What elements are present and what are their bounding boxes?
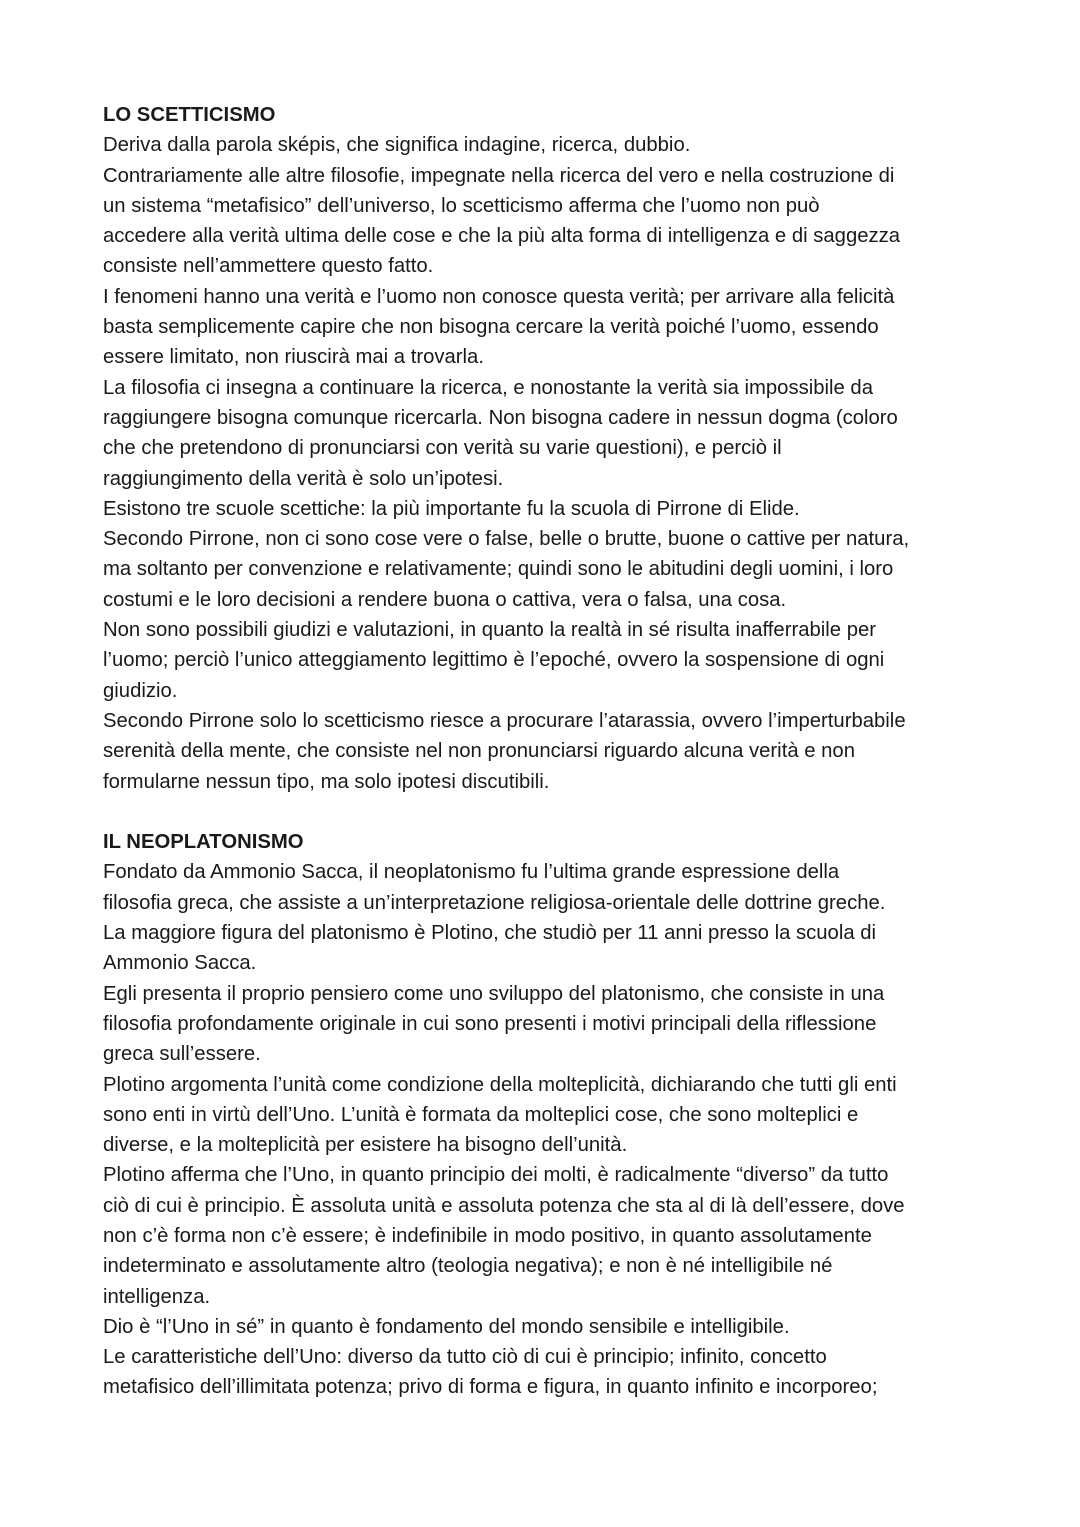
paragraph-line: I fenomeni hanno una verità e l’uomo non conosce questa verità; per arrivare alla felicità — [103, 285, 895, 308]
paragraph-line: non c’è forma non c’è essere; è indefinibile in modo positivo, in quanto assolutamente — [103, 1224, 872, 1247]
paragraph-line: Le caratteristiche dell’Uno: diverso da tutto ciò di cui è principio; infinito, concetto — [103, 1346, 827, 1369]
paragraph-line: che che pretendono di pronunciarsi con verità su varie questioni), e perciò il — [103, 437, 782, 460]
paragraph-line: l’uomo; perciò l’unico atteggiamento legittimo è l’epoché, ovvero la sospensione di ogni — [103, 649, 885, 672]
paragraph-line: metafisico dell’illimitata potenza; privo di forma e figura, in quanto infinito e incorporeo; — [103, 1376, 878, 1399]
document-page — [103, 100, 1003, 1403]
paragraph-line: serenità della mente, che consiste nel non pronunciarsi riguardo alcuna verità e non — [103, 740, 855, 763]
paragraph-line: consiste nell’ammettere questo fatto. — [103, 255, 434, 278]
paragraph-line: essere limitato, non riuscirà mai a trovarla. — [103, 346, 484, 369]
paragraph-line: Deriva dalla parola sképis, che significa indagine, ricerca, dubbio. — [103, 134, 691, 157]
section-scetticismo — [103, 100, 1003, 797]
paragraph-line: diverse, e la molteplicità per esistere ha bisogno dell’unità. — [103, 1134, 628, 1157]
paragraph-line: filosofia profondamente originale in cui sono presenti i motivi principali della riflessione — [103, 1012, 877, 1035]
paragraph-line: giudizio. — [103, 679, 178, 702]
paragraph-line: Ammonio Sacca. — [103, 952, 257, 975]
paragraph-line: Plotino afferma che l’Uno, in quanto principio dei molti, è radicalmente “diverso” da tutto — [103, 1164, 889, 1187]
paragraph-line: intelligenza. — [103, 1285, 211, 1308]
paragraph-line: ma soltanto per convenzione e relativamente; quindi sono le abitudini degli uomini, i loro — [103, 558, 894, 581]
paragraph-line: Dio è “l’Uno in sé” in quanto è fondamento del mondo sensibile e intelligibile. — [103, 1315, 790, 1338]
paragraph-line: un sistema “metafisico” dell’universo, lo scetticismo afferma che l’uomo non può — [103, 194, 820, 217]
paragraph-line: Contrariamente alle altre filosofie, impegnate nella ricerca del vero e nella costruzione di — [103, 164, 895, 187]
paragraph-line: greca sull’essere. — [103, 1043, 261, 1066]
paragraph-line: Non sono possibili giudizi e valutazioni, in quanto la realtà in sé risulta inafferrabile per — [103, 619, 877, 642]
paragraph-line: basta semplicemente capire che non bisogna cercare la verità poiché l’uomo, essendo — [103, 316, 879, 339]
section-neoplatonismo — [103, 827, 1003, 1403]
paragraph-line: costumi e le loro decisioni a rendere buona o cattiva, vera o falsa, una cosa. — [103, 588, 787, 611]
paragraph-line: raggiungimento della verità è solo un’ipotesi. — [103, 467, 504, 490]
paragraph-line: Egli presenta il proprio pensiero come uno sviluppo del platonismo, che consiste in una — [103, 982, 885, 1005]
paragraph-line: raggiungere bisogna comunque ricercarla. Non bisogna cadere in nessun dogma (coloro — [103, 406, 898, 429]
paragraph-line: Plotino argomenta l’unità come condizione della molteplicità, dichiarando che tutti gli enti — [103, 1073, 897, 1096]
paragraph-line: accedere alla verità ultima delle cose e che la più alta forma di intelligenza e di saggezza — [103, 225, 901, 248]
paragraph-line: filosofia greca, che assiste a un’interpretazione religiosa-orientale delle dottrine greche. — [103, 891, 886, 914]
paragraph-line: ciò di cui è principio. È assoluta unità e assoluta potenza che sta al di là dell’essere, dove — [103, 1194, 905, 1217]
paragraph-line: formularne nessun tipo, ma solo ipotesi discutibili. — [103, 770, 550, 793]
paragraph-line: Secondo Pirrone, non ci sono cose vere o false, belle o brutte, buone o cattive per natura, — [103, 528, 910, 551]
paragraph-line: indeterminato e assolutamente altro (teologia negativa); e non è né intelligibile né — [103, 1255, 833, 1278]
section-heading: IL NEOPLATONISMO — [103, 831, 304, 854]
paragraph-line: sono enti in virtù dell’Uno. L’unità è formata da molteplici cose, che sono molteplici e — [103, 1103, 859, 1126]
paragraph-line: Esistono tre scuole scettiche: la più importante fu la scuola di Pirrone di Elide. — [103, 497, 800, 520]
paragraph-line: Fondato da Ammonio Sacca, il neoplatonismo fu l’ultima grande espressione della — [103, 861, 840, 884]
paragraph-line: La maggiore figura del platonismo è Plotino, che studiò per 11 anni presso la scuola di — [103, 922, 877, 945]
paragraph-line: Secondo Pirrone solo lo scetticismo riesce a procurare l’atarassia, ovvero l’imperturbabile — [103, 709, 906, 732]
paragraph-line: La filosofia ci insegna a continuare la ricerca, e nonostante la verità sia impossibile da — [103, 376, 873, 399]
section-heading: LO SCETTICISMO — [103, 104, 276, 126]
